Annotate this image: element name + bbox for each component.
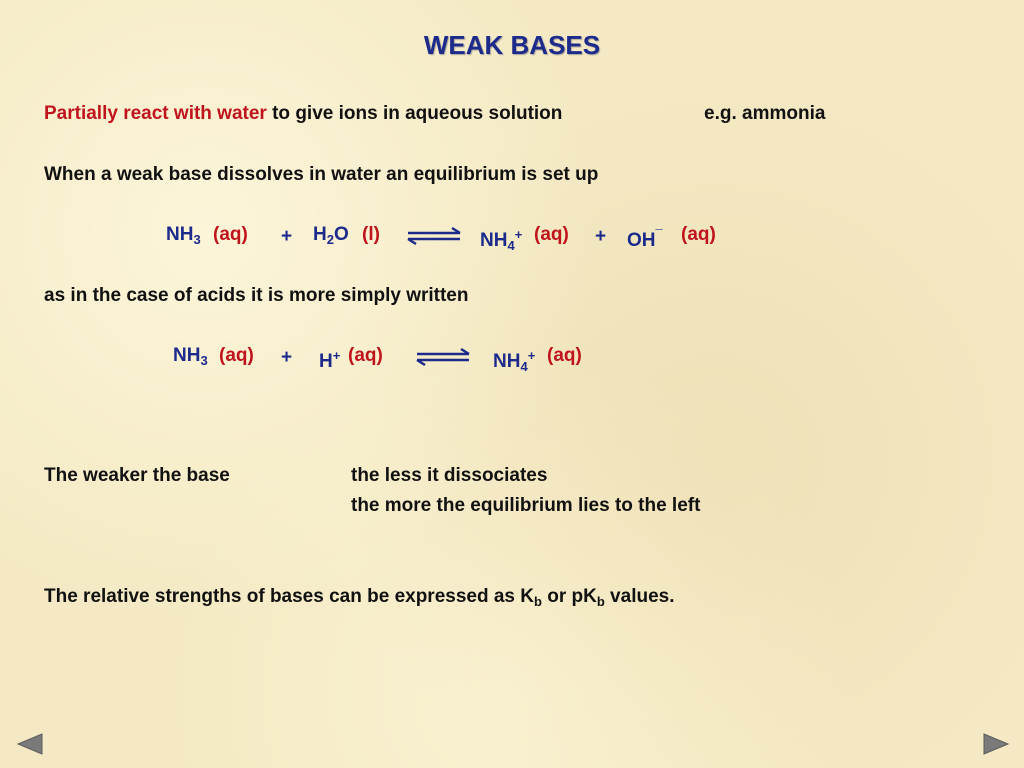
eq1-product-nh4: $NH_4^+$ — [480, 227, 523, 253]
eq1-reactant-nh3-state: (aq) — [213, 224, 248, 245]
eq1-product-nh4-state: (aq) — [534, 224, 569, 245]
eq2-reactant-h: H+ — [319, 348, 341, 372]
triangle-right-icon — [984, 734, 1008, 754]
strength-statement: The relative strengths of bases can be expressed as $K_b$ or $pK_b$ values. — [44, 586, 675, 609]
eq2-product-nh4: $NH_4^+$ — [493, 348, 536, 374]
equilibrium-statement: When a weak base dissolves in water an equilibrium is set up — [44, 164, 599, 185]
eq1-product-oh-state: (aq) — [681, 224, 716, 245]
previous-slide-button[interactable] — [16, 732, 44, 756]
eq2-reactant-nh3: $NH_3$ — [173, 345, 208, 368]
eq1-reactant-nh3: $NH_3$ — [166, 224, 201, 247]
eq1-reactant-h2o-state: (l) — [362, 224, 380, 245]
equilibrium-arrow-icon — [405, 226, 463, 246]
eq2-reactant-nh3-state: (aq) — [219, 345, 254, 366]
example-text: e.g. ammonia — [704, 103, 826, 124]
eq1-product-oh: OH¯ — [627, 227, 663, 251]
intro-line — [44, 103, 562, 125]
page-title: WEAK BASES — [423, 30, 601, 60]
weaker-base-label: The weaker the base — [44, 465, 230, 486]
weaker-point-1: the less it dissociates — [351, 465, 548, 486]
highlight-text: Partially react with water — [44, 103, 267, 124]
intro-rest-text: to give ions in aqueous solution — [272, 103, 563, 124]
next-slide-button[interactable] — [982, 732, 1010, 756]
eq1-plus-1: + — [281, 226, 293, 247]
eq2-reactant-h-state: (aq) — [348, 345, 383, 366]
equilibrium-arrow-icon — [414, 347, 472, 367]
eq1-reactant-h2o: $H_2O$ — [313, 224, 349, 247]
weaker-point-2: the more the equilibrium lies to the left — [351, 495, 701, 516]
eq2-plus: + — [281, 347, 293, 368]
eq1-plus-2: + — [595, 226, 607, 247]
triangle-left-icon — [18, 734, 42, 754]
simplified-statement: as in the case of acids it is more simply written — [44, 285, 469, 306]
eq2-product-nh4-state: (aq) — [547, 345, 582, 366]
